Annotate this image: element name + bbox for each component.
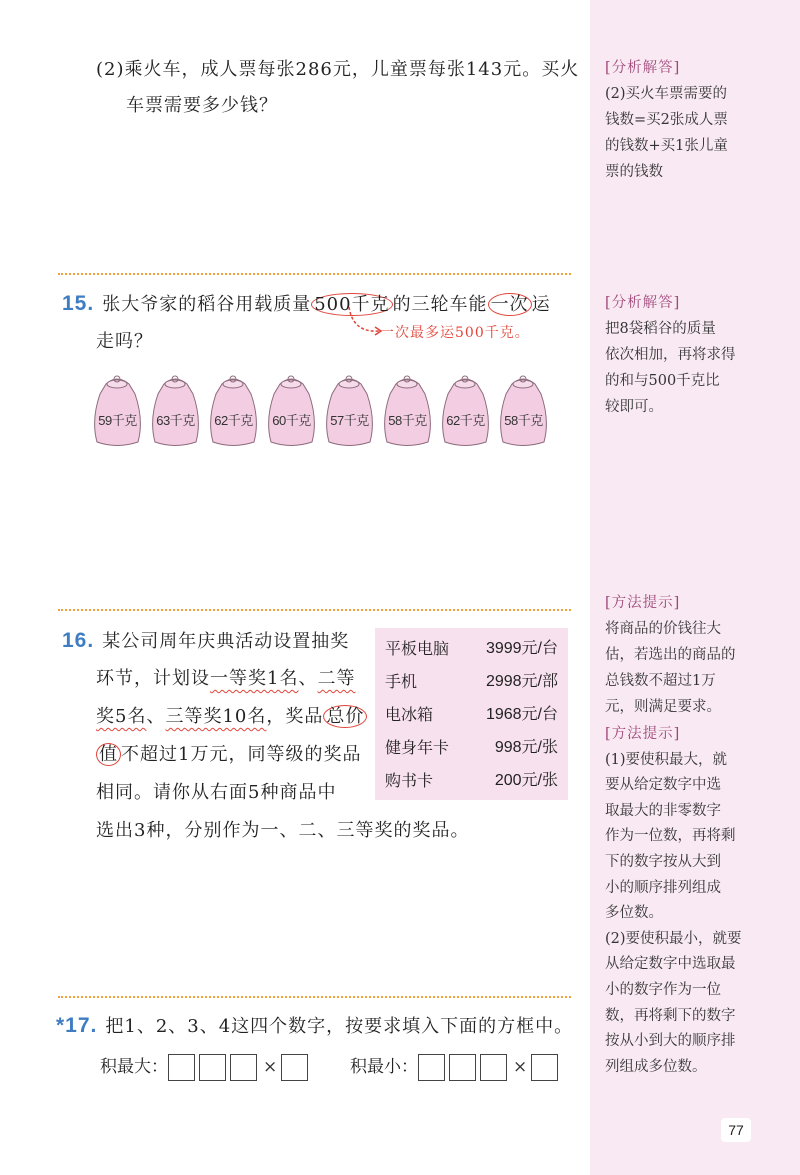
q15-circle-capacity: 500千克 (311, 293, 392, 316)
q16-line3 (96, 699, 367, 735)
q17-text: 把1、2、3、4这四个数字，按要求填入下面的方框中。 (105, 1016, 574, 1037)
side16-line: 元，则满足要求。 (605, 699, 721, 715)
q16-text: 、 (146, 706, 166, 727)
rice-bag (148, 370, 203, 450)
item-name: 购书卡 (385, 771, 434, 790)
item-price: 3999元/台 (485, 640, 558, 657)
side15-head: [分析解答] (605, 295, 681, 311)
q16-text: ，奖品 (266, 706, 324, 727)
rice-bag (206, 370, 261, 450)
answer-box[interactable] (449, 1054, 476, 1081)
answer-box[interactable] (168, 1054, 195, 1081)
item-price: 2998元/部 (485, 673, 558, 690)
q16-line6: 选出3种，分别作为一、二、三等奖的奖品。 (96, 820, 470, 841)
q17-max-row (100, 1052, 312, 1081)
item-price: 998元/张 (494, 739, 558, 756)
bag-weight: 58千克 (388, 413, 427, 428)
rice-bag (264, 370, 319, 450)
side17-line: 小的数字作为一位 (605, 981, 721, 998)
side14-line: 钱数=买2张成人票 (605, 112, 728, 128)
q15-line2: 走吗？ (96, 331, 153, 352)
side16-line: 估，若选出的商品的 (605, 647, 736, 663)
q15-circle-once: 一次 (488, 293, 532, 316)
bag-weight: 62千克 (446, 413, 485, 428)
side16-block (605, 590, 785, 720)
q15-annotation: 一次最多运500千克。 (380, 325, 530, 341)
page-number: 77 (721, 1118, 751, 1142)
item-name: 健身年卡 (385, 738, 450, 757)
side14-head: [分析解答] (605, 60, 681, 76)
divider-dotted (58, 609, 571, 611)
side17-line: 列组成多位数。 (605, 1058, 707, 1075)
side17-line: (1)要使积最大，就 (605, 751, 728, 768)
side15-line: 较即可。 (605, 399, 663, 415)
side17-line: 小的顺序排列组成 (605, 879, 721, 896)
side15-line: 的和与500千克比 (605, 373, 720, 389)
price-row (385, 665, 558, 698)
q16-text: 某公司周年庆典活动设置抽奖 (102, 631, 350, 652)
q17-min-label: 积最小： (350, 1057, 418, 1077)
q17-number: *17. (56, 1014, 98, 1037)
price-row (385, 698, 558, 731)
divider-dotted (58, 273, 571, 275)
q17-max-label: 积最大： (100, 1057, 168, 1077)
q16-first-prize: 一等奖1名 (210, 668, 299, 689)
answer-box[interactable] (418, 1054, 445, 1081)
q17-min-row (350, 1052, 562, 1081)
side17-line: 按从小到大的顺序排 (605, 1033, 736, 1050)
q16-number: 16. (62, 629, 95, 652)
q15-text: 运 (531, 294, 551, 315)
q16-line1 (62, 623, 349, 660)
q16-text: 、 (298, 668, 318, 689)
answer-box[interactable] (531, 1054, 558, 1081)
side17-line: 下的数字按从大到 (605, 853, 721, 870)
side17-line: 多位数。 (605, 905, 663, 922)
answer-box[interactable] (199, 1054, 226, 1081)
rice-bag (496, 370, 551, 450)
q15-text: 张大爷家的稻谷用载质量 (102, 294, 312, 315)
price-row (385, 731, 558, 764)
side15-block (605, 290, 785, 420)
item-name: 电冰箱 (385, 705, 434, 724)
bag-weight: 59千克 (98, 413, 137, 428)
annotation-arrow-icon (345, 305, 385, 337)
side14-block (605, 55, 785, 185)
q14-line2: 车票需要多少钱？ (126, 95, 278, 116)
q16-text: 不超过1万元，同等级的奖品 (121, 744, 362, 765)
q16-third-prize: 三等奖10名 (165, 706, 267, 727)
bag-weight: 60千克 (272, 413, 311, 428)
q16-circle-total: 总价 (323, 705, 367, 728)
side14-line: 票的钱数 (605, 164, 663, 180)
side15-line: 把8袋稻谷的质量 (605, 321, 716, 337)
side16-line: 将商品的价钱往大 (605, 621, 721, 637)
q16-text: 环节，计划设 (96, 668, 210, 689)
rice-bag (90, 370, 145, 450)
q16-circle-value: 值 (96, 743, 121, 766)
item-name: 平板电脑 (385, 639, 450, 658)
q16-line4 (96, 737, 361, 773)
side16-head: [方法提示] (605, 595, 681, 611)
side17-block (605, 722, 785, 1080)
q16-line2 (96, 661, 355, 697)
bag-weight: 63千克 (156, 413, 195, 428)
answer-box[interactable] (281, 1054, 308, 1081)
answer-box[interactable] (230, 1054, 257, 1081)
rice-bag (322, 370, 377, 450)
side17-line: 数，再将剩下的数字 (605, 1007, 736, 1024)
item-name: 手机 (385, 672, 418, 691)
side17-line: 要从给定数字中选 (605, 777, 721, 794)
side15-line: 依次相加，再将求得 (605, 347, 736, 363)
side16-line: 总钱数不超过1万 (605, 673, 716, 689)
q16-second-prize: 二等 (317, 668, 356, 689)
item-price: 1968元/台 (485, 706, 558, 723)
side17-line: 取最大的非零数字 (605, 802, 721, 819)
q16-second-prize: 奖5名 (96, 706, 147, 727)
divider-dotted (58, 996, 571, 998)
times-sign: × (263, 1057, 278, 1077)
side17-line: (2)要使积最小，就要 (605, 930, 742, 947)
price-row (385, 632, 558, 665)
price-row (385, 764, 558, 797)
answer-box[interactable] (480, 1054, 507, 1081)
q16-line5: 相同。请你从右面5种商品中 (96, 782, 337, 803)
q15-line1 (62, 286, 551, 323)
q14-line1: (2)乘火车，成人票每张286元，儿童票每张143元。买火 (96, 59, 580, 80)
side17-line: 从给定数字中选取最 (605, 956, 736, 973)
rice-bag (438, 370, 493, 450)
rice-bags (90, 370, 560, 460)
bag-weight: 57千克 (330, 413, 369, 428)
q15-number: 15. (62, 292, 95, 315)
rice-bag (380, 370, 435, 450)
item-price: 200元/张 (494, 772, 558, 789)
side17-line: 作为一位数，再将剩 (605, 828, 736, 845)
side14-line: 的钱数+买1张儿童 (605, 138, 728, 154)
bag-weight: 62千克 (214, 413, 253, 428)
side17-head: [方法提示] (605, 726, 681, 742)
price-table (375, 628, 568, 800)
side14-line: (2)买火车票需要的 (605, 86, 728, 102)
q15-text: 的三轮车能 (392, 294, 488, 315)
times-sign: × (513, 1057, 528, 1077)
q17-line1 (56, 1008, 573, 1045)
bag-weight: 58千克 (504, 413, 543, 428)
